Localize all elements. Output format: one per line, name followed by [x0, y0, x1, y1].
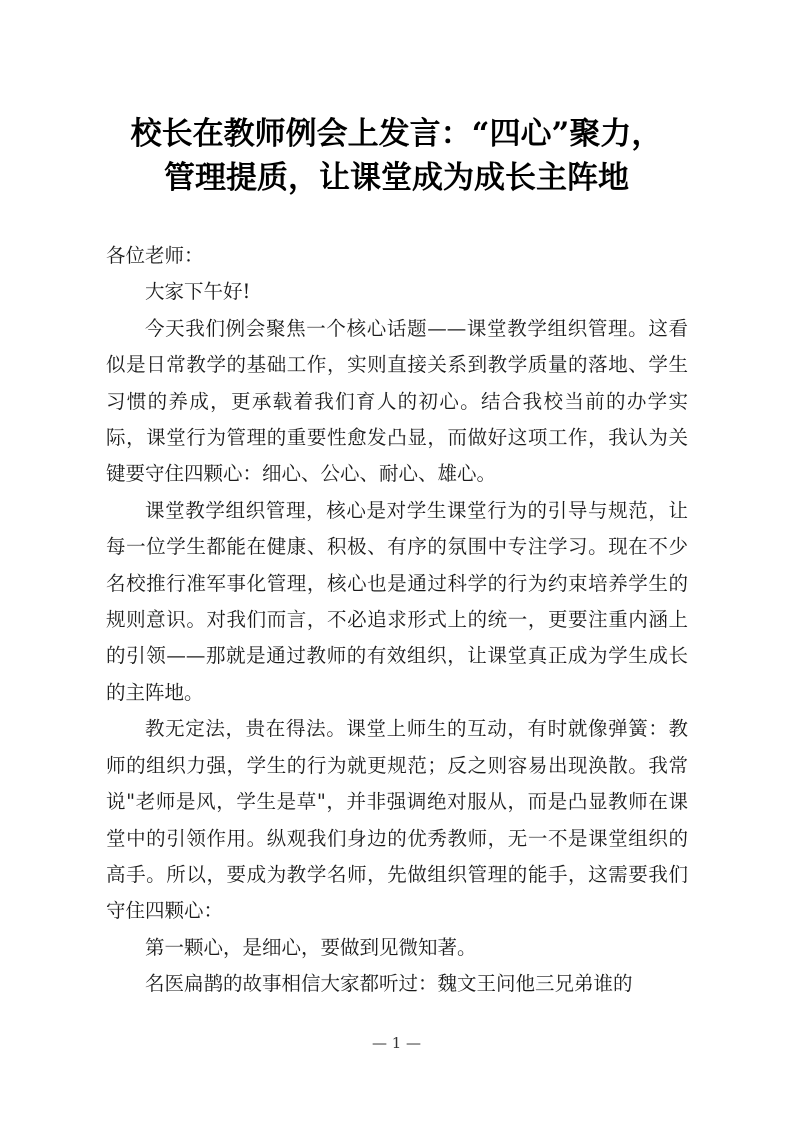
document-body: [106, 238, 688, 1003]
paragraph-core: 课堂教学组织管理，核心是对学生课堂行为的引导与规范，让每一位学生都能在健康、积极、有序的氛围中专注学习。现在不少名校推行准军事化管理，核心也是通过科学的行为约束培养学生的规则意识。对我们而言，不必追求形式上的统一，更要注重内涵上的引领——那就是通过教师的有效组织，让课堂真正成为学生成长的主阵地。: [106, 498, 688, 704]
title-line-1: 校长在教师例会上发言：“四心”聚力，: [130, 116, 663, 152]
page-number: — 1 —: [371, 1034, 422, 1052]
paragraph-greeting: 大家下午好!: [145, 280, 251, 304]
paragraph-method: 教无定法，贵在得法。课堂上师生的互动，有时就像弹簧：教师的组织力强，学生的行为就更规范；反之则容易出现涣散。我常说"老师是风，学生是草"，并非强调绝对服从，而是凸显教师在课堂中的引领作用。纵观我们身边的优秀教师，无一不是课堂组织的高手。所以，要成为教学名师，先做组织管理的能手，这需要我们守住四颗心：: [106, 717, 688, 923]
salutation: 各位老师：: [106, 244, 204, 267]
paragraph-first-heart: 第一颗心，是细心，要做到见微知著。: [145, 935, 477, 959]
document-title: [90, 112, 703, 200]
title-line-2: 管理提质，让课堂成为成长主阵地: [164, 160, 629, 196]
paragraph-story: 名医扁鹊的故事相信大家都听过：魏文王问他三兄弟谁的: [145, 972, 633, 996]
paragraph-intro: 今天我们例会聚焦一个核心话题——课堂教学组织管理。这看似是日常教学的基础工作，实则直接关系到教学质量的落地、学生习惯的养成，更承载着我们育人的初心。结合我校当前的办学实际，课堂行为管理的重要性愈发凸显，而做好这项工作，我认为关键要守住四颗心：细心、公心、耐心、雄心。: [106, 316, 688, 486]
